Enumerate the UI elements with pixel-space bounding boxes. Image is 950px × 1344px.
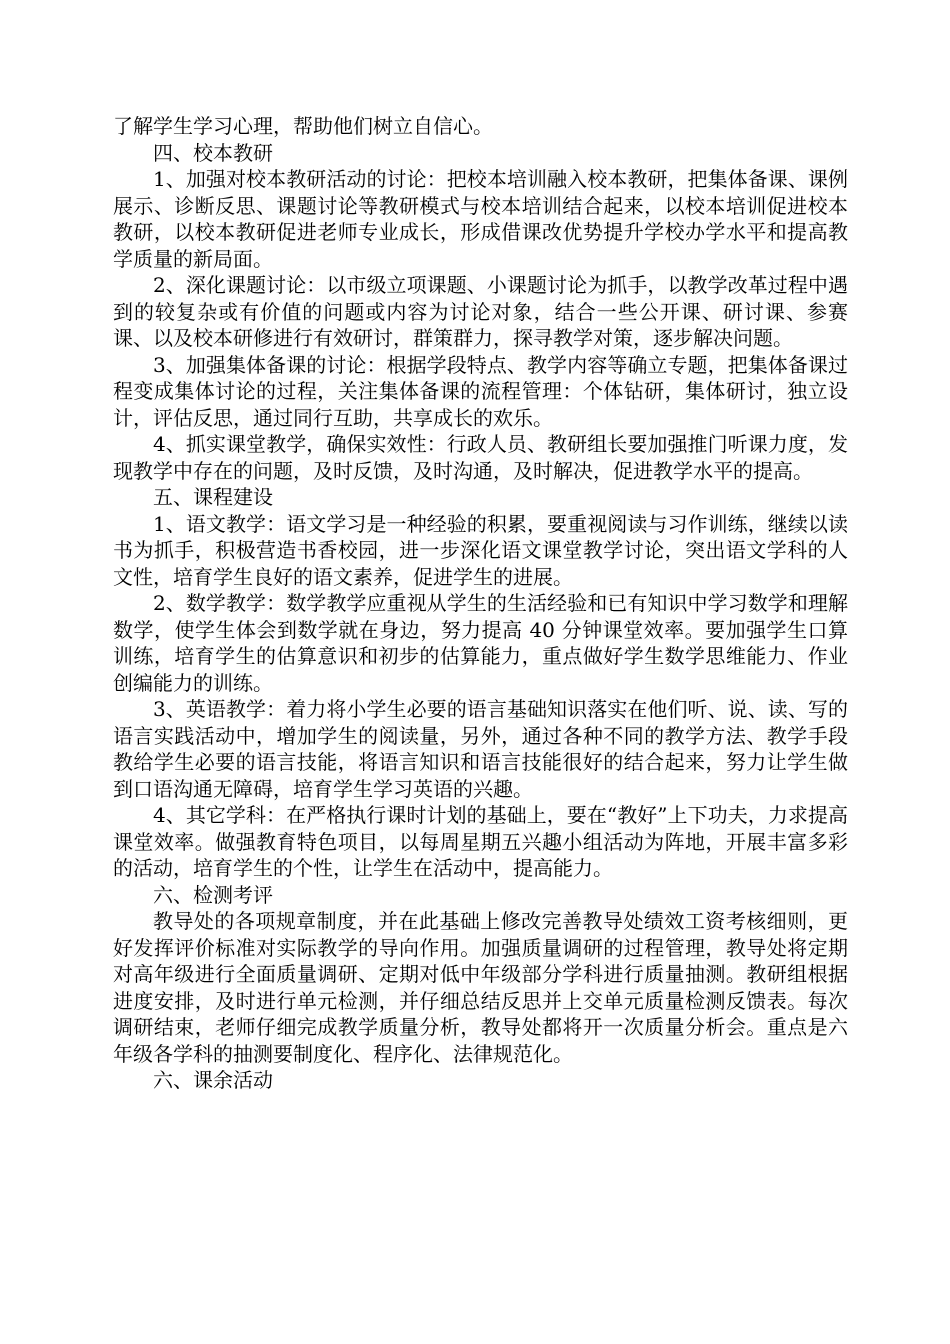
paragraph-curriculum-other: 4、其它学科：在严格执行课时计划的基础上，要在“教好”上下功夫，力求提高课堂效率。做强教育特色项目，以每周星期五兴趣小组活动为阵地，开展丰富多彩的活动，培育学生的个性，让学生在活动中，提高能力。	[113, 803, 848, 880]
section-heading-extracurricular: 六、课余活动	[153, 1068, 273, 1092]
section-heading-assessment: 六、检测考评	[153, 882, 273, 907]
paragraph-curriculum-math: 2、数学教学：数学教学应重视从学生的生活经验和已有知识中学习数学和理解数学，使学生体会到数学就在身边，努力提高 40 分钟课堂效率。要加强学生口算训练，培育学生的估算意识和初步的估算能力，重点做好学生数学思维能力、作业创编能力的训练。	[113, 591, 848, 695]
section-heading-curriculum: 五、课程建设	[153, 485, 273, 509]
paragraph-curriculum-english: 3、英语教学：着力将小学生必要的语言基础知识落实在他们听、说、读、写的语言实践活动中，增加学生的阅读量，另外，通过各种不同的教学方法、教学手段教给学生必要的语言技能，将语言知识和语言技能很好的结合起来，努力让学生做到口语沟通无障碍，培育学生学习英语的兴趣。	[113, 697, 848, 801]
paragraph-curriculum-chinese: 1、语文教学：语文学习是一种经验的积累，要重视阅读与习作训练，继续以读书为抓手，积极营造书香校园，进一步深化语文课堂教学讨论，突出语文学科的人文性，培育学生良好的语文素养，促进学生的进展。	[113, 511, 848, 589]
document-page	[113, 113, 848, 1094]
paragraph-research-1: 1、加强对校本教研活动的讨论：把校本培训融入校本教研，把集体备课、课例展示、诊断反思、课题讨论等教研模式与校本培训结合起来，以校本培训促进校本教研，以校本教研促进老师专业成长，形成借课改优势提升学校办学水平和提高教学质量的新局面。	[113, 167, 848, 271]
section-heading-school-research: 四、校本教研	[153, 140, 273, 165]
paragraph-research-2: 2、深化课题讨论：以市级立项课题、小课题讨论为抓手，以教学改革过程中遇到的较复杂或有价值的问题或内容为讨论对象，结合一些公开课、研讨课、参赛课、以及校本研修进行有效研讨，群策群力，探寻教学对策，逐步解决问题。	[113, 273, 848, 350]
paragraph-intro-continuation: 了解学生学习心理，帮助他们树立自信心。	[113, 114, 493, 138]
paragraph-research-4: 4、抓实课堂教学，确保实效性：行政人员、教研组长要加强推门听课力度，发现教学中存在的问题，及时反馈，及时沟通，及时解决，促进教学水平的提高。	[113, 432, 848, 483]
paragraph-research-3: 3、加强集体备课的讨论：根据学段特点、教学内容等确立专题，把集体备课过程变成集体讨论的过程，关注集体备课的流程管理：个体钻研，集体研讨，独立设计，评估反思，通过同行互助，共享成长的欢乐。	[113, 352, 848, 430]
paragraph-assessment: 教导处的各项规章制度，并在此基础上修改完善教导处绩效工资考核细则，更好发挥评价标准对实际教学的导向作用。加强质量调研的过程管理，教导处将定期对高年级进行全面质量调研、定期对低中年级部分学科进行质量抽测。教研组根据进度安排，及时进行单元检测，并仔细总结反思并上交单元质量检测反馈表。每次调研结束，老师仔细完成教学质量分析，教导处都将开一次质量分析会。重点是六年级各学科的抽测要制度化、程序化、法律规范化。	[113, 909, 848, 1066]
